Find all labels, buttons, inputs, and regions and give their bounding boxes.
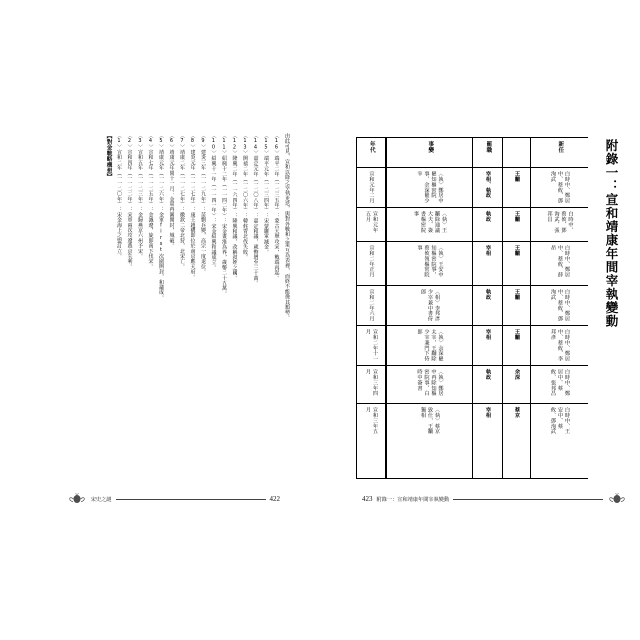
table-cell: 宣和三年五月 bbox=[365, 407, 379, 435]
table-cell: 〈執〉王安中知樞密院事，蔡攸領樞密院事 bbox=[387, 242, 472, 286]
table-cell: 〈相〉李邦彥少宰兼中書侍郎 bbox=[387, 286, 472, 326]
table-cell: 宰相 bbox=[473, 242, 502, 286]
table-cell: 〈執〉余深罷太宰，王黼除少宰兼門下侍郎 bbox=[387, 326, 472, 366]
notes-heading: 【對金戰略構想】 bbox=[105, 133, 112, 180]
table-cell: 宣和元年二月 bbox=[357, 168, 385, 208]
table-header-cell bbox=[503, 138, 530, 168]
table-cell: 白時中、鄭居中、蔡攸、薛昂 bbox=[531, 242, 588, 286]
left-page-content bbox=[28, 133, 290, 483]
note-item: 〈8〉建炎元年（一一二七年）：康王趙構即位於南京應天府。 bbox=[189, 133, 196, 280]
right-page-content bbox=[365, 133, 619, 483]
table-column-year bbox=[356, 138, 386, 478]
note-item: 〈4〉宣和七年（一一二五年）：金滅遼，旋即南下伐宋。 bbox=[147, 133, 154, 270]
table-column-appointees bbox=[530, 138, 588, 478]
note-item: 〈14〉嘉定元年（一二〇八年）：嘉定和議，歲幣增至三十萬。 bbox=[252, 133, 259, 286]
footer-label-right: 附錄一：宣和靖康年間宰執變動 bbox=[376, 496, 450, 503]
table-cell: 執政 bbox=[473, 366, 502, 404]
ornament-icon bbox=[607, 493, 627, 505]
table-cell: 執政 bbox=[473, 208, 502, 242]
book-spread bbox=[0, 115, 640, 525]
note-item: 〈5〉靖康元年（一一二六年）：金軍first次圍開封，和議成。 bbox=[158, 133, 164, 301]
table-cell: 宰相 bbox=[473, 326, 502, 366]
table-cell: 宣和二年十一月 bbox=[357, 326, 385, 366]
table-cell: 蔡京 bbox=[514, 407, 520, 418]
table-cell: 白時中、蔡攸、鄧洵武、張邦昌 bbox=[531, 208, 588, 242]
table-cell: 宣和三年四月 bbox=[357, 366, 385, 404]
table-cell: 宣和二年六月 bbox=[357, 286, 385, 326]
table-cell: 宰相、執政 bbox=[473, 168, 502, 208]
note-item: 〈3〉宣和五年（一一二三年）：金歸燕京六州予宋。 bbox=[137, 133, 143, 259]
note-item: 〈7〉靖康二年（一一二七年）：徽欽二帝北狩，北宋亡。 bbox=[179, 133, 185, 270]
table-cell: 〈執〉蔡京致仕，王黼獨相 bbox=[419, 407, 441, 435]
table-cell: 宣和元年五月 bbox=[357, 208, 385, 242]
footer-rule bbox=[116, 499, 266, 500]
table-header-cell: 年代 bbox=[357, 138, 385, 168]
page-number-left: 422 bbox=[269, 495, 280, 503]
note-item: 〈12〉隆興二年（一一六四年）：隆興和議，改稱叔姪之國。 bbox=[231, 133, 238, 281]
table-cell: 王黼 bbox=[503, 242, 530, 286]
table-cell: 白時中、鄭居中、蔡攸、張邦昌 bbox=[531, 366, 588, 404]
footer-right bbox=[362, 491, 627, 507]
table-cell: 執政 bbox=[473, 286, 502, 326]
note-item: 〈11〉紹興十二年（一一四二年）：宋金畫淮為界，歲幣二十五萬。 bbox=[221, 133, 227, 297]
page-number-right: 423 bbox=[362, 495, 373, 503]
table-cell: 白時中、鄭居中、蔡攸、鄧洵武 bbox=[531, 286, 588, 326]
book-page-right bbox=[320, 115, 640, 525]
table-cell: 白時中、鄭居中、蔡攸、鄧洵武 bbox=[531, 168, 588, 208]
footer-rule bbox=[453, 499, 603, 500]
appendix-table bbox=[356, 137, 588, 479]
note-item: 〈9〉建炎三年（一一二九年）：苗劉兵變，高宗一度退位。 bbox=[200, 133, 206, 275]
footer-left bbox=[67, 491, 280, 507]
table-cell: 〈執〉鄭居中再除知樞密院事、白時中簽書 bbox=[387, 366, 472, 404]
note-item: 〈10〉紹興十一年（一一四一年）：宋金紹興和議成立。 bbox=[210, 133, 217, 271]
ornament-icon bbox=[67, 493, 87, 505]
note-item: 〈13〉開禧二年（一二〇六年）：韓侂胄北伐失敗。 bbox=[242, 133, 248, 260]
appendix-title: 附錄一：宣和靖康年間宰執變動 bbox=[604, 139, 619, 328]
table-header-cell: 新任 bbox=[531, 138, 588, 168]
note-item: 〈15〉端平元年（一二三四年）：宋蒙聯軍滅金。 bbox=[263, 133, 269, 255]
note-item: 〈2〉宣和四年（一一二二年）：宋軍兩次攻遼燕京失利。 bbox=[126, 133, 133, 270]
note-item: 〈6〉靖康元年閏十一月：金軍再圍開封，城破。 bbox=[168, 133, 175, 249]
book-page-left bbox=[0, 115, 320, 525]
table-column-rank bbox=[472, 138, 502, 478]
table-cell: 宣和二年正月 bbox=[357, 242, 385, 286]
note-item: 〈16〉端平二年（一二三五年）：蒙古大舉攻宋，戰端再起。 bbox=[273, 133, 280, 281]
note-item: 〈1〉宣和二年（一一二〇年）：宋金海上之盟訂立。 bbox=[116, 133, 122, 259]
notes-list bbox=[104, 133, 290, 443]
table-cell: 宰相 bbox=[485, 407, 491, 418]
table-cell: 王黼 bbox=[503, 286, 530, 326]
footer-label-left: 宋史之謎 bbox=[90, 496, 112, 503]
note-closing: 由此可見，宣和以降之宰執更迭，與對外戰和之策互為表裡，而終不能挽其頹勢。 bbox=[284, 133, 290, 321]
table-header-cell: 罷職 bbox=[473, 138, 502, 168]
table-cell: 王黼 bbox=[503, 168, 530, 208]
table-cell: 〈執〉鄭居中罷知樞密院事、余深罷少宰 bbox=[387, 168, 472, 208]
table-column-event bbox=[386, 138, 472, 478]
table-header-cell: 事變 bbox=[387, 138, 472, 168]
table-column-name bbox=[502, 138, 530, 478]
table-cell: 余深 bbox=[503, 366, 530, 404]
table-cell: 白時中、鄭居中、蔡攸、李邦彥 bbox=[531, 326, 588, 366]
table-cell: 〈執〉王黼除通議大夫、簽書樞密院事 bbox=[387, 208, 472, 242]
table-cell: 王黼 bbox=[503, 208, 530, 242]
table-cell: 王黼 bbox=[503, 326, 530, 366]
table-cell: 白時中、王安中、蔡攸、鄧洵武 bbox=[549, 407, 571, 435]
